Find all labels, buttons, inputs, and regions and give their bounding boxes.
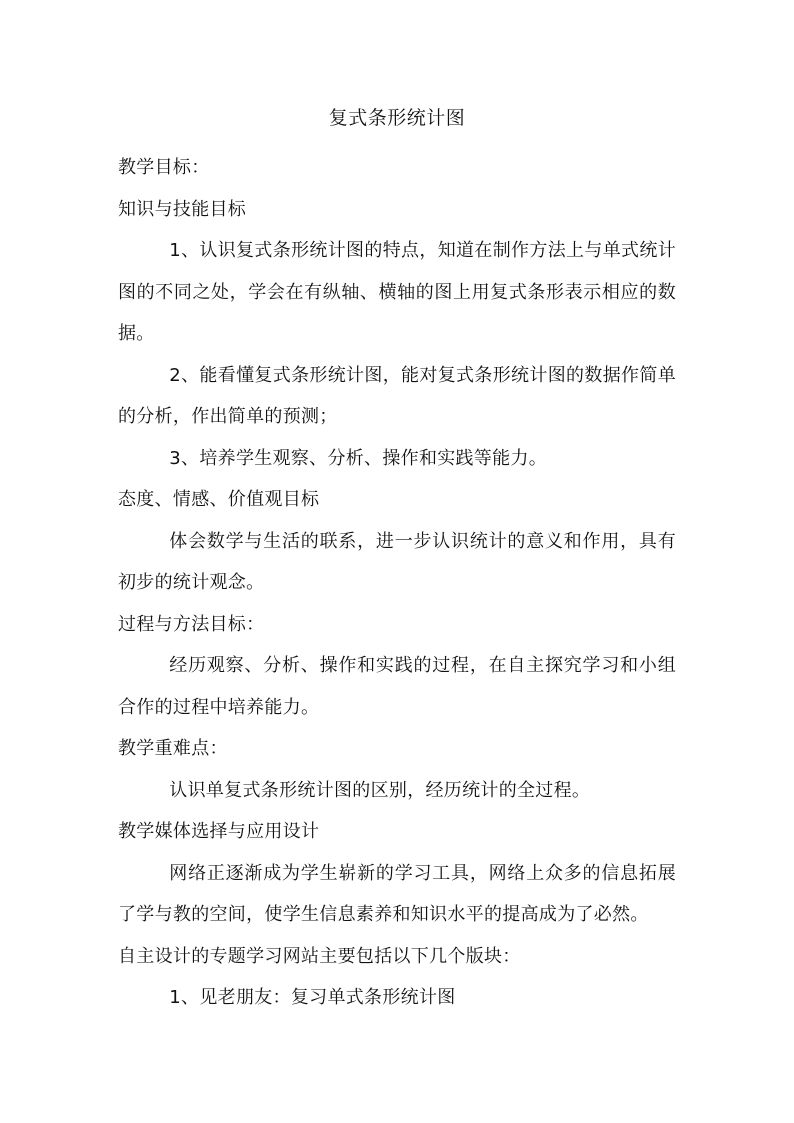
paragraph-objective-3: 3、培养学生观察、分析、操作和实践等能力。 — [169, 447, 548, 469]
paragraph-website-sections-intro: 自主设计的专题学习网站主要包括以下几个版块： — [118, 945, 521, 967]
heading-process-method-objectives: 过程与方法目标： — [118, 613, 265, 635]
paragraph-process-method-objective: 经历观察、分析、操作和实践的过程，在自主探究学习和小组合作的过程中培养能力。 — [118, 655, 676, 718]
heading-teaching-objectives: 教学目标： — [118, 157, 210, 178]
heading-key-difficult-points: 教学重难点： — [118, 738, 228, 759]
heading-media-selection: 教学媒体选择与应用设计 — [118, 821, 320, 842]
document-body — [118, 147, 676, 1019]
heading-attitude-objectives: 态度、情感、价值观目标 — [118, 489, 320, 510]
document-title: 复式条形统计图 — [328, 107, 466, 129]
paragraph-key-difficult-points: 认识单复式条形统计图的区别，经历统计的全过程。 — [169, 779, 591, 801]
heading-knowledge-skill-objectives: 知识与技能目标 — [118, 198, 247, 220]
paragraph-attitude-objective: 体会数学与生活的联系，进一步认识统计的意义和作用，具有初步的统计观念。 — [118, 530, 676, 593]
paragraph-objective-1: 1、认识复式条形统计图的特点，知道在制作方法上与单式统计图的不同之处，学会在有纵轴、横轴的图上用复式条形表示相应的数据。 — [118, 240, 676, 344]
paragraph-website-section-1: 1、见老朋友：复习单式条形统计图 — [169, 987, 456, 1008]
paragraph-media-selection: 网络正逐渐成为学生崭新的学习工具，网络上众多的信息拓展了学与教的空间，使学生信息素养和知识水平的提高成为了必然。 — [118, 862, 676, 925]
paragraph-objective-2: 2、能看懂复式条形统计图，能对复式条形统计图的数据作简单的分析，作出简单的预测； — [118, 364, 676, 427]
